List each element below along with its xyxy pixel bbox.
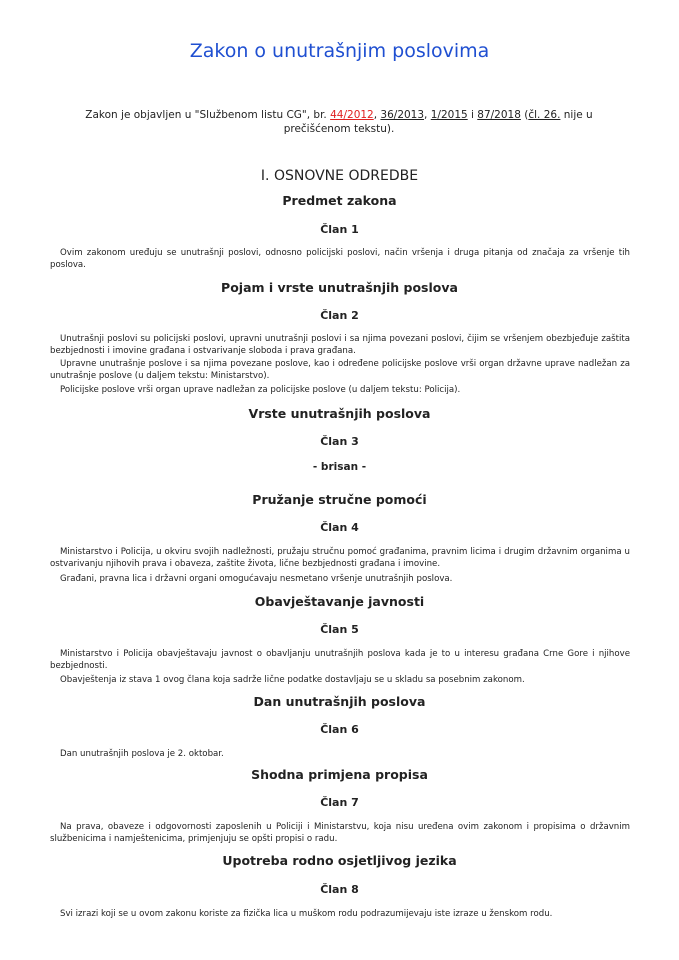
article-number: Član 6 xyxy=(320,723,359,736)
article-paragraph: Ovim zakonom uređuju se unutrašnji poslovi, odnosno policijski poslovi, način vršenja i druga pitanja od značaja za vršenje tih poslova. xyxy=(50,248,630,270)
article-heading: Obavještavanje javnosti xyxy=(254,594,425,609)
gazette-ref-link[interactable]: 87/2018 xyxy=(477,109,521,121)
article-number: Član 7 xyxy=(320,796,359,809)
publication-suffix: nije u prečišćenom tekstu). xyxy=(283,109,593,135)
article-number: Član 5 xyxy=(320,623,359,636)
article-paragraph: Policijske poslove vrši organ uprave nadležan za policijske poslove (u daljem tekstu: Policija). xyxy=(60,385,461,395)
article-paragraph: Dan unutrašnjih poslova je 2. oktobar. xyxy=(60,749,224,759)
article-paragraph: Građani, pravna lica i državni organi omogućavaju nesmetano vršenje unutrašnjih poslova. xyxy=(60,574,453,584)
article-heading: Pojam i vrste unutrašnjih poslova xyxy=(221,280,458,295)
article-heading: Dan unutrašnjih poslova xyxy=(253,694,426,709)
article-number: Član 2 xyxy=(320,309,359,322)
article-paragraph: Ministarstvo i Policija obavještavaju javnost o obavljanju unutrašnjih poslova kada je to u interesu građana Crne Gore i njihove bezbjednosti. xyxy=(50,649,630,671)
article-number: Član 8 xyxy=(320,883,359,896)
gazette-ref-link[interactable]: 44/2012 xyxy=(330,109,374,121)
article-heading: Vrste unutrašnjih poslova xyxy=(248,406,431,421)
article-heading: Upotreba rodno osjetljivog jezika xyxy=(222,853,457,868)
gazette-ref-link[interactable]: 36/2013 xyxy=(380,109,425,121)
article-heading: Shodna primjena propisa xyxy=(251,767,428,782)
article-number: Član 3 xyxy=(320,435,359,448)
article-paragraph: Obavještenja iz stava 1 ovog člana koja sadrže lične podatke dostavljaju se u skladu sa posebnim zakonom. xyxy=(60,675,525,685)
article-heading: Predmet zakona xyxy=(282,193,397,208)
gazette-ref-link[interactable]: 1/2015 xyxy=(430,109,468,121)
publication-prefix: Zakon je objavljen u "Službenom listu CG", br. xyxy=(85,109,331,121)
deleted-note: - brisan - xyxy=(312,461,367,473)
publication-note: Zakon je objavljen u "Službenom listu CG", br. 44/2012, 36/2013, 1/2015 i 87/2018 (čl. 26. nije u prečišćenom tekstu). xyxy=(85,109,593,135)
article-heading: Pružanje stručne pomoći xyxy=(252,492,427,507)
article-paragraph: Unutrašnji poslovi su policijski poslovi, upravni unutrašnji poslovi i sa njima povezani poslovi, čijim se vršenjem obezbjeđuje zaštita bezbjednosti i imovine građana i ostvarivanje sloboda i prava građana. xyxy=(50,334,630,356)
article-paragraph: Svi izrazi koji se u ovom zakonu koriste za fizička lica u muškom rodu podrazumijevaju iste izraze u ženskom rodu. xyxy=(60,909,553,919)
article-paragraph: Upravne unutrašnje poslove i sa njima povezane poslove, kao i određene policijske poslove vrši organ državne uprave nadležan za unutrašnje poslove (u daljem tekstu: Ministarstvo). xyxy=(50,359,630,381)
article-paragraph: Ministarstvo i Policija, u okviru svojih nadležnosti, pružaju stručnu pomoć građanima, pravnim licima i drugim državnim organima u ostvarivanju njihovih prava i obaveza, zaštite života, lične bezbjednosti građana i imovine. xyxy=(50,547,630,569)
article-paragraph: Na prava, obaveze i odgovornosti zaposlenih u Policiji i Ministarstvu, koja nisu uređena ovim zakonom i propisima o državnim službenicima i namještenicima, primjenjuju se opšti propisi o radu. xyxy=(50,822,630,844)
section-heading: I. OSNOVNE ODREDBE xyxy=(260,168,419,184)
page-title: Zakon o unutrašnjim poslovima xyxy=(189,40,490,62)
article-number: Član 1 xyxy=(320,223,359,236)
article-ref-link[interactable]: čl. 26. xyxy=(528,109,561,121)
article-number: Član 4 xyxy=(320,521,359,534)
